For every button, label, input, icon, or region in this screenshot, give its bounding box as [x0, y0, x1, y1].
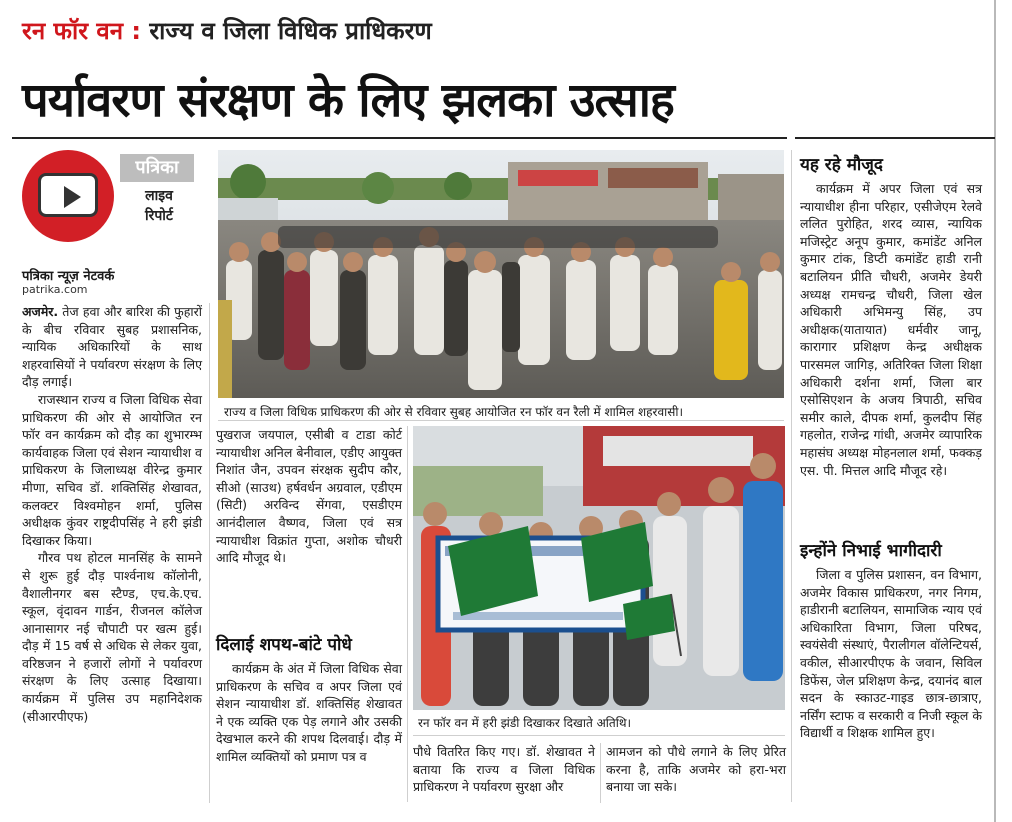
sidebar-paragraph-2: जिला व पुलिस प्रशासन, वन विभाग, अजमेर विकास प्राधिकरण, नगर निगम, हाडीरानी बटालियन, सामाजिक न्याय एवं अधिकारिता विभाग, जिला परिषद, स्वयंसेवी संस्थाएं, पैरालीगल वॉलेन्टियर्स, वकील, सीआरपीएफ के जवान, सिविल डिफेंस, जेल प्रशिक्षण केन्द्र, दयानंद बाल सदन के स्काउट-गाइड छात्र-छात्राए, नर्सिंग स्टाफ व सरकारी व निजी स्कूल के विद्यार्थी व शिक्षक शामिल हुए।: [800, 567, 982, 741]
sidebar-paragraph-1: कार्यक्रम में अपर जिला एवं सत्र न्यायाधीश हीना परिहार, एसीजेएम रेलवे ललित पुरोहित, शरद व्यास, न्यायिक मजिस्ट्रेट अनूप कुमार, कमांडेंट अनिल कुमार टांक, डिप्टी कमांडेंट हाडी रानी बटालियन प्रीति चौधरी, अजमेर डेयरी अध्यक्ष रामचन्द्र चौधरी, जिला खेल अधिकारी अभिमन्यु सिंह, उप अधीक्षक(यातायात) धर्मवीर जानू, कारागार प्रशिक्षण केन्द्र अधीक्षक पारसमल जागिड़, अतिरिक्त जिला शिक्षा अधिकारी दर्शना शर्मा, जिला बार एसोसिएशन के अजय त्रिपाठी, सचिव समीर काले, दीपक शर्मा, कुलदीप सिंह गहलोत, राजेन्द्र गांधी, अजमेर व्यापारिक महासंघ अध्यक्ष मोहनलाल शर्मा, फक्कड़ एस. पी. मित्तल आदि मौजूद रहे।: [800, 181, 982, 478]
logo-live-text: [126, 186, 192, 226]
article-column-2: [216, 426, 402, 567]
patrika-live-logo: [22, 150, 194, 246]
play-icon: [22, 150, 114, 242]
col2-paragraph-1: पुखराज जयपाल, एसीबी व टाडा कोर्ट न्यायाधीश अनिल बेनीवाल, एडीए आयुक्त निशांत जैन, उपवन संरक्षक सुदीप कौर, सीओ (साउथ) हर्षवर्धन अग्रवाल, एडीएम (सिटी) अरविन्द सेंगवा, एसडीएम आनंदीलाल वैष्णव, जिला एवं सत्र न्यायाधीश विक्रांत गुप्ता, अशोक चौधरी आदि मौजूद थे।: [216, 427, 402, 566]
screen-icon: [38, 173, 98, 217]
kicker-text: राज्य व जिला विधिक प्राधिकरण: [149, 17, 432, 45]
site-url: patrika.com: [22, 283, 88, 296]
article-column-2-continued: [216, 660, 402, 766]
rally-photo: [218, 150, 784, 398]
col1-paragraph-1: तेज हवा और बारिश की फुहारों के बीच रविवार सुबह प्रशासनिक, न्यायिक अधिकारियों के साथ शहरवासियों ने पर्यावरण संरक्षण के लिए दौड़ लगाई।: [22, 304, 202, 390]
sidebar-column-present: [800, 180, 982, 479]
column-divider: [600, 743, 601, 803]
subhead-participation: इन्होंने निभाई भागीदारी: [800, 541, 942, 561]
subhead-oath: दिलाई शपथ-बांटे पोधे: [216, 635, 352, 655]
col1-paragraph-3: गौरव पथ होटल मानसिंह के सामने से शुरू हुई दौड़ पार्श्वनाथ कॉलोनी, वैशालीनगर बस स्टैण्ड, एच.के.एच. स्कूल, वृंदावन गार्डन, रीजनल कॉलेज आनासागर नई चौपाटी पर खत्म हुई। दौड़ में 15 वर्ष से अधिक से लेकर युवा, वरिष्ठजन ने हजारों लोगों ने पर्यावरण संरक्षण के लिए उत्साह दिखाया। कार्यक्रम में पुलिस उप महानिदेशक (सीआरपीएफ): [22, 550, 202, 724]
caption-rule: [413, 735, 785, 736]
sidebar-rule: [795, 137, 995, 139]
dateline: अजमेर.: [22, 304, 59, 319]
column-divider: [791, 150, 792, 802]
flag-off-photo-caption: रन फॉर वन में हरी झंडी दिखाकर दिखाते अतिथि।: [418, 716, 632, 730]
flag-off-photo-image: [413, 426, 785, 710]
subhead-present: यह रहे मौजूद: [800, 155, 883, 175]
kicker: [22, 14, 432, 47]
logo-brand: पत्रिका: [120, 154, 194, 182]
article-column-1: [22, 303, 202, 725]
kicker-separator: :: [123, 17, 150, 45]
article-column-4: [606, 743, 786, 796]
sidebar-column-participation: [800, 566, 982, 742]
flag-off-photo: [413, 426, 785, 710]
column-divider: [209, 303, 210, 803]
logo-live-line2: रिपोर्ट: [145, 208, 173, 224]
article-column-3: [413, 743, 595, 796]
kicker-red: रन फॉर वन: [22, 17, 124, 45]
byline: पत्रिका न्यूज़ नेटवर्क: [22, 269, 115, 284]
rally-photo-caption: राज्य व जिला विधिक प्राधिकरण की ओर से रविवार सुबह आयोजित रन फॉर वन रैली में शामिल शहरवासी।: [224, 405, 684, 419]
caption-rule: [218, 420, 784, 421]
col4-paragraph: आमजन को पौधे लगाने के लिए प्रेरित करना है, ताकि अजमेर को हरा-भरा बनाया जा सके।: [606, 744, 786, 795]
headline-rule: [12, 137, 787, 139]
rally-photo-image: [218, 150, 784, 398]
headline: पर्यावरण संरक्षण के लिए झलका उत्साह: [22, 73, 674, 128]
col3-paragraph: पौधे वितरित किए गए। डॉ. शेखावत ने बताया कि राज्य व जिला विधिक प्राधिकरण ने पर्यावरण सुरक्षा और: [413, 744, 595, 795]
col2-paragraph-2: कार्यक्रम के अंत में जिला विधिक सेवा प्राधिकरण के सचिव व अपर जिला एवं सेशन न्यायाधीश डॉ. शक्तिसिंह शेखावत ने एक व्यक्ति एक पेड़ लगाने और उसकी देखभाल करने की शपथ दिलवाई। दौड़ में शामिल व्यक्तियों को प्रमाण पत्र व: [216, 661, 402, 764]
page-edge-divider: [994, 0, 996, 822]
column-divider: [407, 426, 408, 802]
col1-paragraph-2: राजस्थान राज्य व जिला विधिक सेवा प्राधिकरण की ओर से आयोजित रन फॉर वन कार्यक्रम को दौड़ का शुभारम्भ कार्यवाहक जिला एवं सेशन न्यायाधीश व प्राधिकरण के जिलाध्यक्ष वीरेन्द्र कुमार मीणा, सचिव डॉ. शक्तिसिंह शेखावत, कलक्टर विश्वमोहन शर्मा, पुलिस अधीक्षक कुंवर राष्ट्रदीपसिंह ने हरी झंडी दिखाकर किया।: [22, 391, 202, 548]
logo-live-line1: लाइव: [145, 188, 173, 204]
